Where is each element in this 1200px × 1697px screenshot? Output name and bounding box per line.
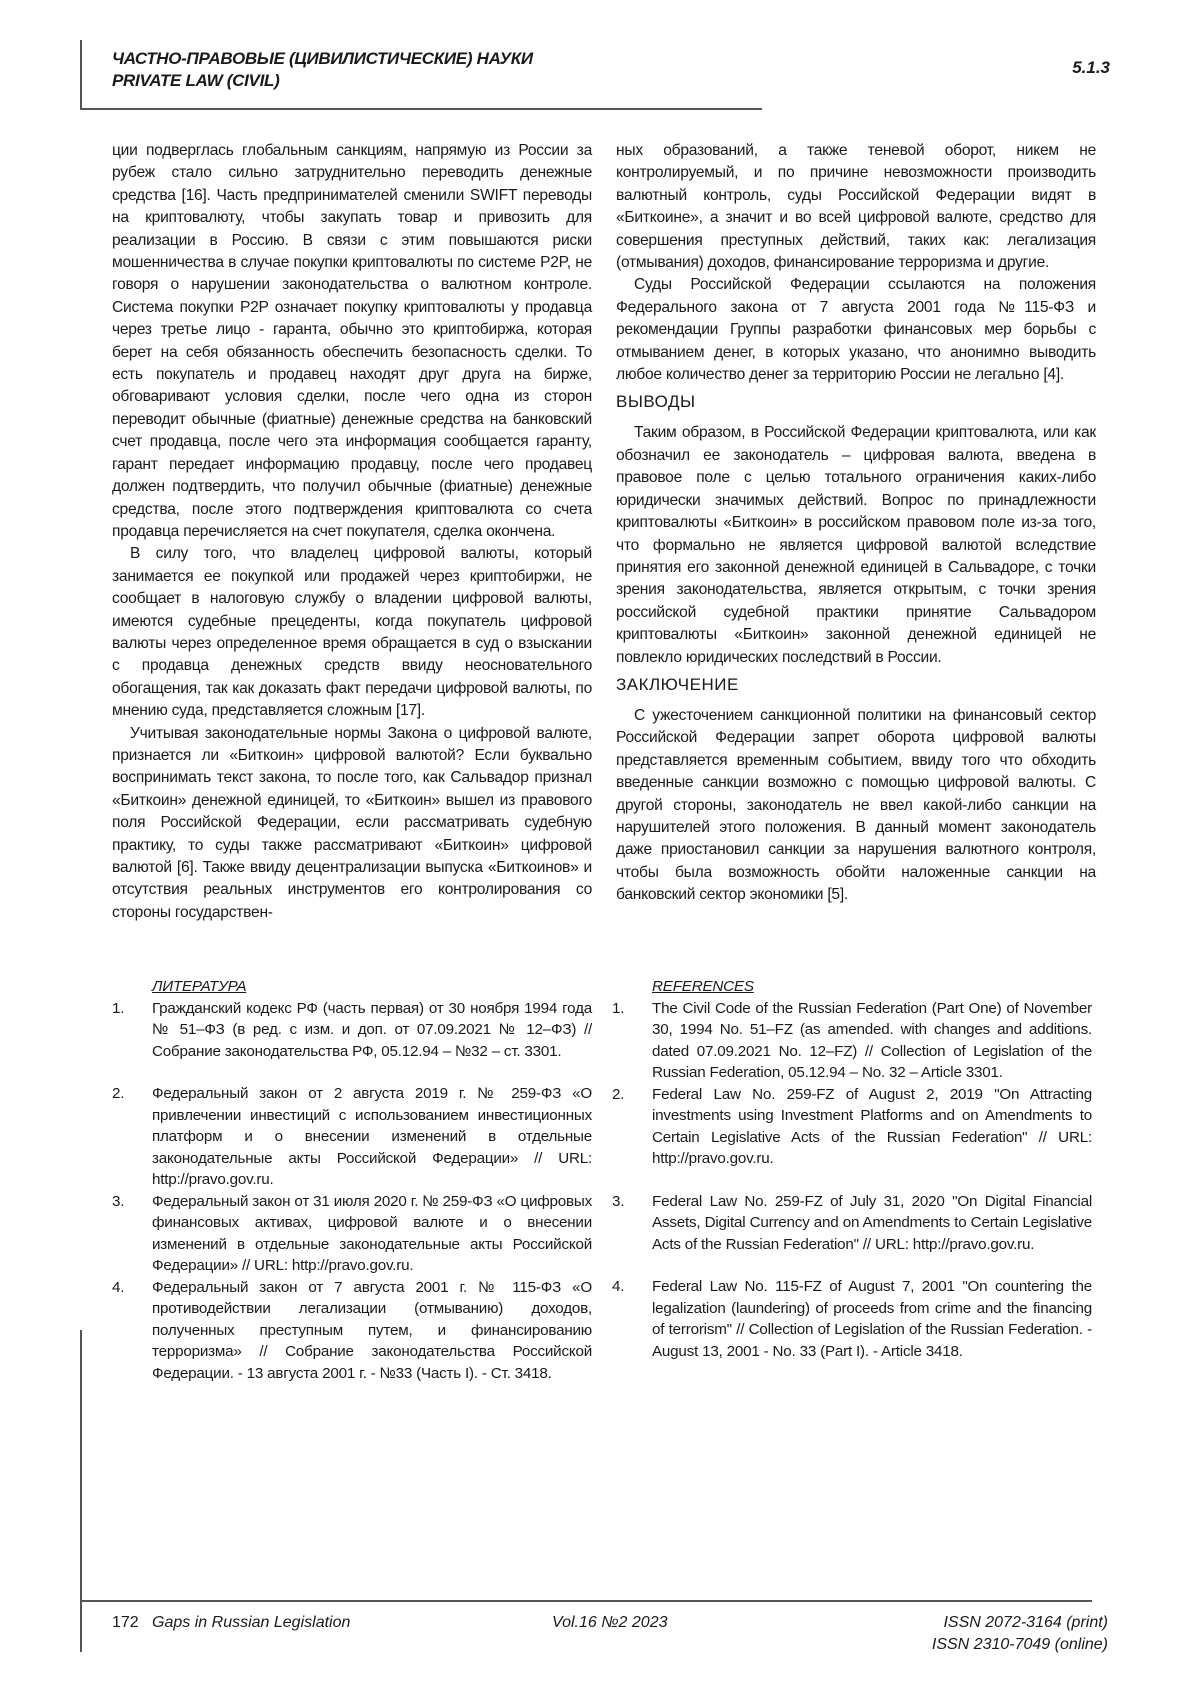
section-heading-summary: ЗАКЛЮЧЕНИЕ: [616, 673, 1096, 697]
item-text: Федеральный закон от 7 августа 2001 г. № 115-ФЗ «О противодействии легализации (отмыванию) доходов, полученных преступным путем, и финансированию терроризма» // Собрание законодательства Российской Федерации. - 13 августа 2001 г. - №33 (Часть I). - Ст. 3418.: [152, 1277, 592, 1385]
item-number: 3.: [612, 1191, 652, 1256]
journal-name: Gaps in Russian Legislation: [152, 1614, 350, 1631]
running-header: [112, 48, 533, 92]
footer-vertical-rule: [80, 1330, 82, 1652]
item-number: 2.: [612, 1084, 652, 1170]
item-number: 4.: [612, 1276, 652, 1362]
page-number: 172: [112, 1614, 139, 1631]
item-number: 3.: [112, 1191, 152, 1277]
references-list: [612, 976, 1092, 1362]
left-column: [112, 140, 592, 924]
reference-item: [612, 1084, 1092, 1170]
item-text: Федеральный закон от 31 июля 2020 г. № 259-ФЗ «О цифровых финансовых активах, цифровой валюте и о внесении изменений в отдельные законодательные акты Российской Федерации» // URL: http://pravo.gov.ru.: [152, 1191, 592, 1277]
item-text: Federal Law No. 259-FZ of July 31, 2020 "On Digital Financial Assets, Digital Currency and on Amendments to Certain Legislative Acts of the Russian Federation" // URL: http://pravo.gov.ru.: [652, 1191, 1092, 1256]
body-paragraph: ных образований, а также теневой оборот, никем не контролируемый, и по причине невозможности производить валютный контроль, суды Российской Федерации видят в «Биткоине», а значит и во всей цифровой валюте, средство для совершения преступных действий, таких как: легализация (отмывания) доходов, финансирование терроризма и другие.: [616, 140, 1096, 274]
footer-rule: [80, 1600, 1092, 1602]
item-number: 1.: [612, 998, 652, 1084]
issn-print: ISSN 2072-3164 (print): [943, 1614, 1108, 1631]
item-text: Федеральный закон от 2 августа 2019 г. № 259-ФЗ «О привлечении инвестиций с использованием инвестиционных платформ и о внесении изменений в отдельные законодательные акты Российской Федерации» // URL: http://pravo.gov.ru.: [152, 1083, 592, 1191]
item-text: Federal Law No. 259-FZ of August 2, 2019 "On Attracting investments using Investment Platforms and on Amendments to Certain Legislative Acts of the Russian Federation" // URL: http://pravo.gov.ru.: [652, 1084, 1092, 1170]
section-heading-conclusions: ВЫВОДЫ: [616, 390, 1096, 414]
body-paragraph: Таким образом, в Российской Федерации криптовалюта, или как обозначил ее законодатель – цифровая валюта, введена в правовое поле с целью тотального ограничения каких-либо юридически значимых действий. Вопрос по принадлежности криптовалюты «Биткоин» в российском правовом поле из-за того, что формально не является цифровой валютой вследствие принятия его законной денежной единицей в Сальвадоре, с точки зрения законодательства, является открытым, с точки зрения российской судебной практики принятие Сальвадором криптовалюты «Биткоин» законной денежной единицей не повлекло юридических последствий в России.: [616, 422, 1096, 668]
right-column: [616, 140, 1096, 907]
item-number: 1.: [112, 998, 152, 1063]
references-title: REFERENCES: [652, 976, 1092, 998]
footer-volume: [552, 1612, 667, 1634]
body-paragraph: ции подверглась глобальным санкциям, напрямую из России за рубеж стало сильно затруднительно переводить денежные средства [16]. Часть предпринимателей сменили SWIFT переводы на криптовалюту, чтобы закупать товар и привозить для реализации в Россию. В связи с этим повышаются риски мошенничества в случае покупки криптовалюты по системе P2P, не говоря о нарушении законодательства о валютном контроле. Система покупки P2P означает покупку криптовалюты у продавца через третье лицо - гаранта, обычно это криптобиржа, которая берет на себя обязанность обеспечить безопасность сделки. То есть покупатель и продавец находят друг друга на бирже, обговаривают условия сделки, после чего одна из сторон переводит обычные (фиатные) денежные средства на банковский счет продавца, после чего эта информация сообщается гаранту, гарант передает информацию продавцу, после чего продавец должен подтвердить, что получил обычные (фиатные) денежные средства, после этого подтверждения криптовалюта со счета продавца перечисляется на счет покупателя, сделка окончена.: [112, 140, 592, 543]
literature-list: [112, 976, 592, 1384]
reference-item: [612, 1276, 1092, 1362]
item-number: 4.: [112, 1277, 152, 1385]
item-number: 2.: [112, 1083, 152, 1191]
literature-item: [112, 998, 592, 1063]
footer-issn: [932, 1612, 1108, 1656]
header-rule: [80, 108, 762, 110]
literature-title: ЛИТЕРАТУРА: [152, 976, 592, 998]
literature-item: [112, 1083, 592, 1191]
header-vertical-rule: [80, 40, 82, 110]
body-paragraph: Суды Российской Федерации ссылаются на положения Федерального закона от 7 августа 2001 года №115-ФЗ и рекомендации Группы разработки финансовых мер борьбы с отмыванием денег, в которых указано, что анонимно выводить любое количество денег за территорию России не легально [4].: [616, 274, 1096, 386]
reference-item: [612, 1191, 1092, 1256]
literature-item: [112, 1277, 592, 1385]
header-title-ru: ЧАСТНО-ПРАВОВЫЕ (ЦИВИЛИСТИЧЕСКИЕ) НАУКИ: [112, 48, 533, 70]
volume-issue: Vol.16 №2 2023: [552, 1614, 667, 1631]
section-code: 5.1.3: [1072, 58, 1110, 78]
item-text: Federal Law No. 115-FZ of August 7, 2001 "On countering the legalization (laundering) of proceeds from crime and the financing of terrorism" // Collection of Legislation of the Russian Federation. - August 13, 2001 - No. 33 (Part I). - Article 3418.: [652, 1276, 1092, 1362]
item-text: Гражданский кодекс РФ (часть первая) от 30 ноября 1994 года № 51–ФЗ (в ред. с изм. и доп. от 07.09.2021 № 12–ФЗ) // Собрание законодательства РФ, 05.12.94 – №32 – ст. 3301.: [152, 998, 592, 1063]
body-paragraph: С ужесточением санкционной политики на финансовый сектор Российской Федерации запрет оборота цифровой валюты представляется временным событием, ввиду того что обходить введенные санкции возможно с помощью цифровой валюты. С другой стороны, законодатель не ввел какой-либо санкции на нарушителей этого положения. В данный момент законодатель даже приостановил санкции за нарушения валютного контроля, чтобы была возможность обойти наложенные санкции на банковский сектор экономики [5].: [616, 705, 1096, 907]
body-paragraph: В силу того, что владелец цифровой валюты, который занимается ее покупкой или продажей через криптобиржи, не сообщает в налоговую службу о владении цифровой валюты, имеются судебные прецеденты, когда покупатель цифровой валюты через определенное время обращается в суд о взыскании с продавца денежных средств ввиду неосновательного обогащения, так как доказать факт передачи цифровой валюты, по мнению суда, представляется сложным [17].: [112, 543, 592, 722]
issn-online: ISSN 2310-7049 (online): [932, 1636, 1108, 1653]
reference-item: [612, 998, 1092, 1084]
header-title-en: PRIVATE LAW (CIVIL): [112, 70, 533, 92]
item-text: The Civil Code of the Russian Federation (Part One) of November 30, 1994 No. 51–FZ (as amended. with changes and additions. dated 07.09.2021 No. 12–FZ) // Collection of Legislation of the Russian Federation, 05.12.94 – No. 32 – Article 3301.: [652, 998, 1092, 1084]
footer-left: [112, 1612, 350, 1634]
literature-item: [112, 1191, 592, 1277]
body-paragraph: Учитывая законодательные нормы Закона о цифровой валюте, признается ли «Биткоин» цифровой валютой? Если буквально воспринимать текст закона, то после того, как Сальвадор признал «Биткоин» денежной единицей, то «Биткоин» вышел из правового поля Российской Федерации, если рассматривать судебную практику, то суды также рассматривают «Биткоин» цифровой валютой [6]. Также ввиду децентрализации выпуска «Биткоинов» и отсутствия реальных инструментов его контролирования со стороны государствен-: [112, 723, 592, 925]
